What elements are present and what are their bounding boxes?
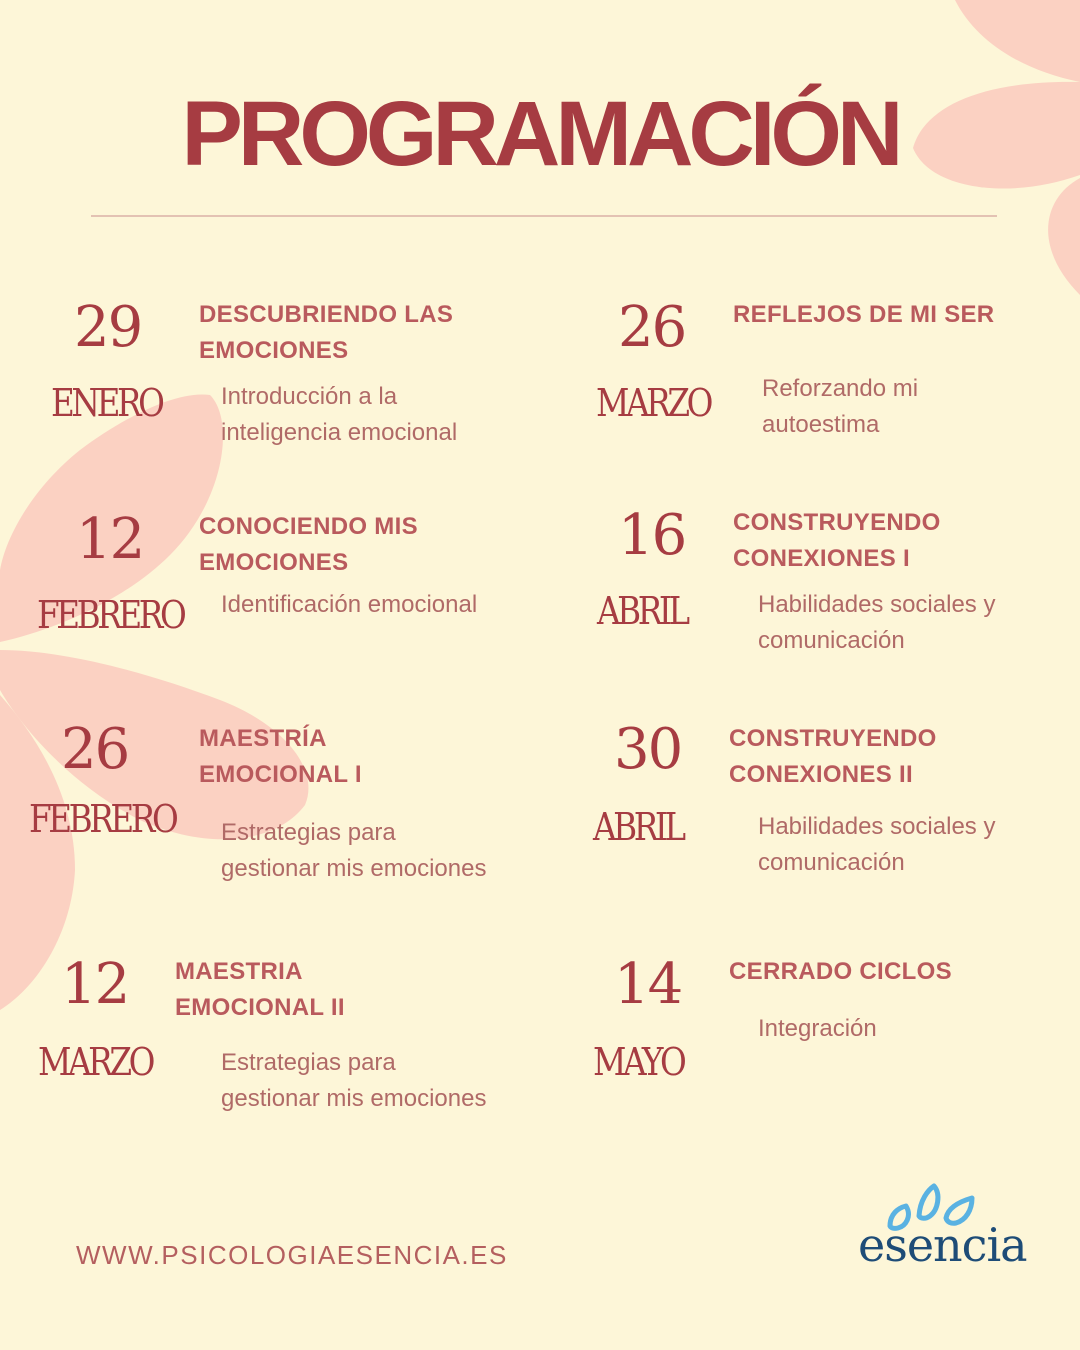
session-heading: REFLEJOS DE MI SER <box>733 301 995 328</box>
session-heading: MAESTRÍA EMOCIONAL I <box>199 725 362 788</box>
session-month: FEBRERO <box>37 593 184 637</box>
session-month: MARZO <box>38 1040 152 1084</box>
session-description: Integración <box>758 1015 877 1042</box>
session-day: 12 <box>61 952 129 1017</box>
title-divider <box>91 215 997 217</box>
session-description: Habilidades sociales y comunicación <box>758 591 996 654</box>
session-description: Estrategias para gestionar mis emociones <box>221 819 487 882</box>
session-month: ENERO <box>51 381 162 425</box>
session-description: Estrategias para gestionar mis emociones <box>221 1049 487 1112</box>
session-month: MAYO <box>593 1040 684 1084</box>
session-month: FEBRERO <box>29 797 176 841</box>
session-heading: CONSTRUYENDO CONEXIONES I <box>733 509 941 572</box>
session-heading: MAESTRIA EMOCIONAL II <box>175 958 345 1021</box>
session-day: 26 <box>61 717 129 782</box>
session-day: 14 <box>614 952 682 1017</box>
session-description: Identificación emocional <box>221 591 478 618</box>
session-description: Introducción a la inteligencia emocional <box>221 383 458 446</box>
session-month: ABRIL <box>597 589 687 633</box>
page-title: PROGRAMACIÓN <box>181 83 899 185</box>
session-heading: CONSTRUYENDO CONEXIONES II <box>729 725 937 788</box>
session-day: 29 <box>74 295 142 360</box>
session-description: Reforzando mi autoestima <box>762 375 919 438</box>
session-month: MARZO <box>596 381 710 425</box>
flower-petal-icon <box>955 0 1080 82</box>
session-day: 26 <box>618 295 686 360</box>
logo-text: esencia <box>858 1218 1027 1272</box>
session-day: 12 <box>76 507 144 572</box>
session-day: 30 <box>614 717 682 782</box>
website-link[interactable]: WWW.PSICOLOGIAESENCIA.ES <box>76 1240 508 1270</box>
session-heading: CONOCIENDO MIS EMOCIONES <box>199 513 418 576</box>
session-heading: DESCUBRIENDO LAS EMOCIONES <box>199 301 454 364</box>
session-description: Habilidades sociales y comunicación <box>758 813 996 876</box>
flower-petal-icon <box>1048 178 1080 295</box>
session-day: 16 <box>618 503 686 568</box>
session-month: ABRIL <box>593 805 683 849</box>
session-heading: CERRADO CICLOS <box>729 958 952 985</box>
